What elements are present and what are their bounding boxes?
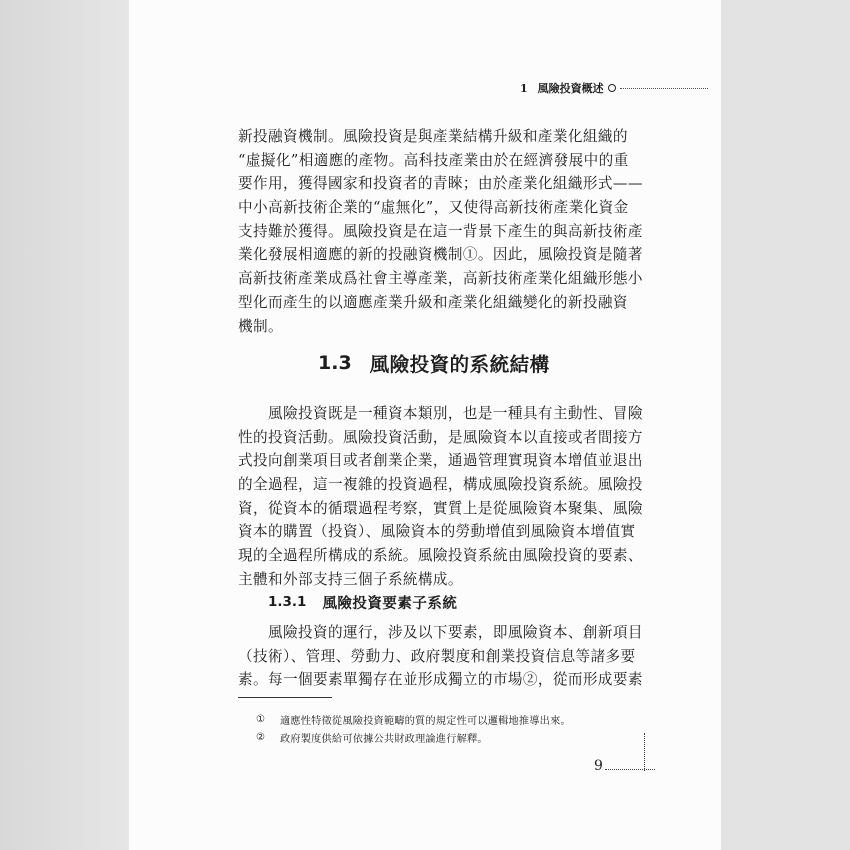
text-line: 型化而產生的以適應產業升級和產業化組織變化的新投融資 [238, 293, 628, 311]
text-line: 式投向創業項目或者創業企業，通過管理實現資本增值並退出 [238, 452, 643, 470]
running-head-chapter: 1 [520, 81, 528, 95]
paragraph-1 [238, 125, 643, 338]
text-line: 素。每一個要素單獨存在並形成獨立的市場②，從而形成要素 [238, 671, 643, 689]
text-line: 風險投資既是一種資本類別，也是一種具有主動性、冒險 [238, 405, 643, 422]
circle-icon [608, 84, 616, 92]
text-line: “虛擬化”相適應的產物。高科技產業由於在經濟發展中的重 [238, 151, 629, 169]
page-number-area [594, 754, 655, 774]
text-line: 要作用，獲得國家和投資者的青睞；由於產業化組織形式—— [238, 175, 643, 193]
running-head [520, 80, 708, 96]
text-line: 性的投資活動。風險投資活動，是風險資本以直接或者間接方 [238, 428, 643, 446]
text-line: 機制。 [238, 317, 283, 335]
text-line: 中小高新技術企業的“虛無化”，又使得高新技術產業化資金 [238, 199, 629, 217]
section-heading [318, 350, 550, 376]
subsection-number: 1.3.1 [268, 594, 307, 610]
text-line: 資本的購置（投資）、風險資本的勞動增值到風險資本增值實 [238, 523, 636, 541]
text-line: 支持難於獲得。風險投資是在這一背景下產生的與高新技術產 [238, 222, 643, 240]
footnote [256, 710, 571, 728]
footnote-mark: ② [256, 731, 266, 743]
text-line: 風險投資的運行，涉及以下要素，即風險資本、創新項目 [238, 624, 643, 641]
text-line: 主體和外部支持三個子系統構成。 [238, 570, 463, 588]
footnote-separator [238, 697, 332, 698]
subsection-heading [268, 592, 457, 612]
text-line: 的全過程，這一複雜的投資過程，構成風險投資系統。風險投 [238, 476, 643, 494]
subsection-title: 風險投資要素子系統 [322, 595, 458, 612]
text-line: 資，從資本的循環過程考察，實質上是從風險資本聚集、風險 [238, 499, 643, 517]
dotted-leader [620, 88, 708, 89]
text-line: 業化發展相適應的新的投融資機制①。因此，風險投資是隨著 [238, 246, 643, 264]
footnote-text: 適應性特徵從風險投資範疇的質的規定性可以邏輯地推導出來。 [280, 715, 571, 727]
text-line: 新投融資機制。風險投資是與產業結構升級和產業化組織的 [238, 128, 628, 145]
footnote-mark: ① [256, 713, 266, 725]
footnote-text: 政府製度供給可依據公共財政理論進行解釋。 [280, 733, 488, 745]
text-line: （技術）、管理、勞動力、政府製度和創業投資信息等諸多要 [238, 647, 636, 665]
text-line: 現的全過程所構成的系統。風險投資系統由風險投資的要素、 [238, 547, 643, 565]
section-number: 1.3 [318, 352, 352, 374]
page-number-dotted-leader [605, 769, 655, 770]
text-line: 高新技術產業成爲社會主導產業，高新技術產業化組織形態小 [238, 270, 643, 288]
running-head-title: 風險投資概述 [537, 82, 604, 95]
paragraph-3 [238, 621, 643, 692]
footnotes [256, 710, 571, 746]
page-gutter-shadow [0, 0, 129, 850]
footnote [256, 728, 571, 746]
section-title: 風險投資的系統結構 [369, 353, 550, 376]
paragraph-2 [238, 402, 643, 592]
page-number: 9 [594, 758, 603, 774]
